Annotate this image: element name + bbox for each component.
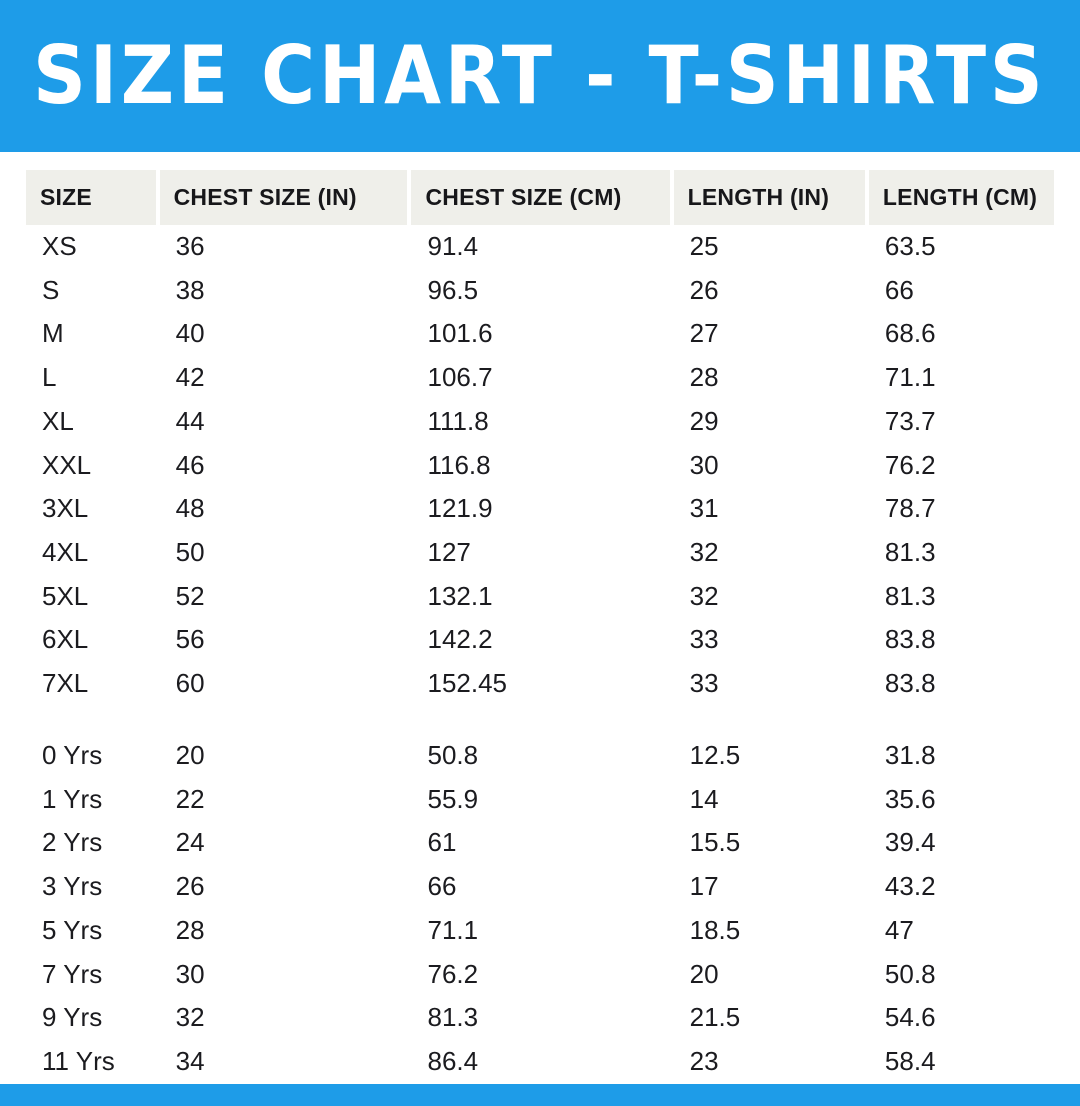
cell-length-cm: 58.4 — [884, 1045, 936, 1076]
cell-size: 5XL — [42, 580, 89, 611]
spacer-cell — [411, 706, 673, 734]
cell-length-cm: 83.8 — [884, 668, 936, 699]
cell-chest-cm: 66 — [427, 871, 457, 902]
cell-chest-in: 56 — [175, 624, 205, 655]
cell-length-cm: 50.8 — [884, 958, 936, 989]
table-row — [26, 821, 1054, 865]
cell-chest-in: 34 — [175, 1045, 205, 1076]
table-row — [26, 312, 1054, 356]
column-header-length-in: LENGTH (IN) — [674, 170, 869, 225]
cell-chest-in: 38 — [175, 274, 205, 305]
table-row — [26, 400, 1054, 444]
cell-chest-cm: 101.6 — [427, 318, 493, 349]
cell-chest-cm: 86.4 — [427, 1045, 479, 1076]
page-title: SIZE CHART - T-SHIRTS — [33, 29, 1047, 122]
table-row — [26, 575, 1054, 619]
cell-size: 7 Yrs — [42, 958, 103, 989]
cell-chest-in: 48 — [175, 493, 205, 524]
cell-chest-in: 30 — [175, 958, 205, 989]
group-spacer — [26, 706, 1054, 734]
cell-length-in: 32 — [689, 580, 719, 611]
cell-length-in: 14 — [689, 783, 719, 814]
table-row — [26, 1040, 1054, 1084]
cell-length-cm: 66 — [884, 274, 914, 305]
cell-chest-cm: 91.4 — [427, 231, 479, 261]
cell-length-in: 33 — [689, 668, 719, 699]
cell-chest-in: 36 — [175, 231, 205, 261]
column-header-length-cm: LENGTH (CM) — [869, 170, 1054, 225]
table-row — [26, 909, 1054, 953]
cell-length-in: 18.5 — [689, 914, 741, 945]
cell-size: 0 Yrs — [42, 739, 103, 770]
cell-chest-in: 42 — [175, 362, 205, 393]
table-row — [26, 487, 1054, 531]
cell-size: 3 Yrs — [42, 871, 103, 902]
table-area — [0, 152, 1080, 1084]
cell-chest-cm: 81.3 — [427, 1002, 479, 1033]
cell-length-in: 15.5 — [689, 827, 741, 858]
cell-chest-in: 28 — [175, 914, 205, 945]
cell-length-in: 23 — [689, 1045, 719, 1076]
cell-chest-cm: 55.9 — [427, 783, 479, 814]
table-header — [26, 170, 1054, 225]
cell-length-cm: 78.7 — [884, 493, 936, 524]
cell-length-cm: 71.1 — [884, 362, 936, 393]
table-row — [26, 953, 1054, 997]
table-row — [26, 225, 1054, 269]
cell-length-cm: 43.2 — [884, 871, 936, 902]
table-row — [26, 778, 1054, 822]
cell-length-cm: 81.3 — [884, 580, 936, 611]
cell-chest-cm: 111.8 — [427, 405, 489, 436]
cell-length-cm: 35.6 — [884, 783, 936, 814]
cell-chest-in: 50 — [175, 537, 205, 568]
cell-chest-cm: 152.45 — [427, 668, 508, 699]
cell-length-cm: 76.2 — [884, 449, 936, 480]
cell-length-in: 17 — [689, 871, 719, 902]
cell-size: M — [42, 318, 64, 349]
cell-size: 3XL — [42, 493, 89, 524]
cell-chest-cm: 142.2 — [427, 624, 493, 655]
cell-chest-cm: 127 — [427, 537, 471, 568]
cell-chest-in: 22 — [175, 783, 205, 814]
cell-chest-cm: 106.7 — [427, 362, 493, 393]
column-header-size: SIZE — [26, 170, 160, 225]
column-header-chest-cm: CHEST SIZE (CM) — [411, 170, 673, 225]
cell-chest-cm: 96.5 — [427, 274, 479, 305]
table-row — [26, 444, 1054, 488]
cell-chest-in: 24 — [175, 827, 205, 858]
spacer-cell — [160, 706, 412, 734]
cell-length-cm: 73.7 — [884, 405, 936, 436]
table-row — [26, 734, 1054, 778]
cell-size: S — [42, 274, 60, 305]
cell-length-in: 12.5 — [689, 739, 741, 770]
cell-length-cm: 68.6 — [884, 318, 936, 349]
table-row — [26, 996, 1054, 1040]
cell-size: XXL — [42, 449, 92, 480]
cell-length-cm: 39.4 — [884, 827, 936, 858]
cell-length-in: 21.5 — [689, 1002, 741, 1033]
cell-size: 11 Yrs — [42, 1045, 115, 1076]
cell-chest-cm: 76.2 — [427, 958, 479, 989]
cell-length-in: 29 — [689, 405, 719, 436]
cell-size: 7XL — [42, 668, 89, 699]
cell-length-in: 20 — [689, 958, 719, 989]
cell-length-in: 26 — [689, 274, 719, 305]
cell-length-in: 33 — [689, 624, 719, 655]
cell-size: 9 Yrs — [42, 1002, 103, 1033]
cell-length-in: 32 — [689, 537, 719, 568]
cell-length-cm: 54.6 — [884, 1002, 936, 1033]
cell-chest-in: 26 — [175, 871, 205, 902]
cell-length-cm: 63.5 — [884, 231, 936, 261]
cell-size: XS — [42, 231, 77, 261]
cell-size: 4XL — [42, 537, 89, 568]
cell-chest-cm: 132.1 — [427, 580, 493, 611]
table-row — [26, 865, 1054, 909]
table-row — [26, 531, 1054, 575]
cell-size: 2 Yrs — [42, 827, 103, 858]
cell-size: XL — [42, 405, 74, 436]
cell-length-in: 30 — [689, 449, 719, 480]
cell-length-cm: 31.8 — [884, 739, 936, 770]
table-row — [26, 269, 1054, 313]
cell-length-in: 25 — [689, 231, 719, 261]
cell-length-in: 27 — [689, 318, 719, 349]
cell-chest-in: 32 — [175, 1002, 205, 1033]
cell-chest-cm: 50.8 — [427, 739, 479, 770]
cell-chest-in: 20 — [175, 739, 205, 770]
cell-size: 5 Yrs — [42, 914, 103, 945]
cell-chest-cm: 121.9 — [427, 493, 493, 524]
cell-size: L — [42, 362, 57, 393]
spacer-cell — [869, 706, 1054, 734]
table-header-row — [26, 170, 1054, 225]
cell-length-in: 28 — [689, 362, 719, 393]
table-body — [26, 225, 1054, 1084]
cell-chest-in: 60 — [175, 668, 205, 699]
cell-length-cm: 47 — [884, 914, 914, 945]
footer-bar — [0, 1084, 1080, 1106]
cell-chest-in: 40 — [175, 318, 205, 349]
size-chart-table — [26, 170, 1054, 1084]
header-bar — [0, 0, 1080, 152]
cell-size: 1 Yrs — [42, 783, 103, 814]
cell-chest-in: 52 — [175, 580, 205, 611]
cell-length-in: 31 — [689, 493, 719, 524]
cell-length-cm: 83.8 — [884, 624, 936, 655]
cell-chest-cm: 61 — [427, 827, 457, 858]
table-row — [26, 662, 1054, 706]
cell-chest-cm: 71.1 — [427, 914, 479, 945]
cell-chest-in: 44 — [175, 405, 205, 436]
cell-size: 6XL — [42, 624, 89, 655]
cell-chest-in: 46 — [175, 449, 205, 480]
cell-length-cm: 81.3 — [884, 537, 936, 568]
table-row — [26, 618, 1054, 662]
table-row — [26, 356, 1054, 400]
spacer-cell — [674, 706, 869, 734]
column-header-chest-in: CHEST SIZE (IN) — [160, 170, 412, 225]
spacer-cell — [26, 706, 160, 734]
cell-chest-cm: 116.8 — [427, 449, 491, 480]
